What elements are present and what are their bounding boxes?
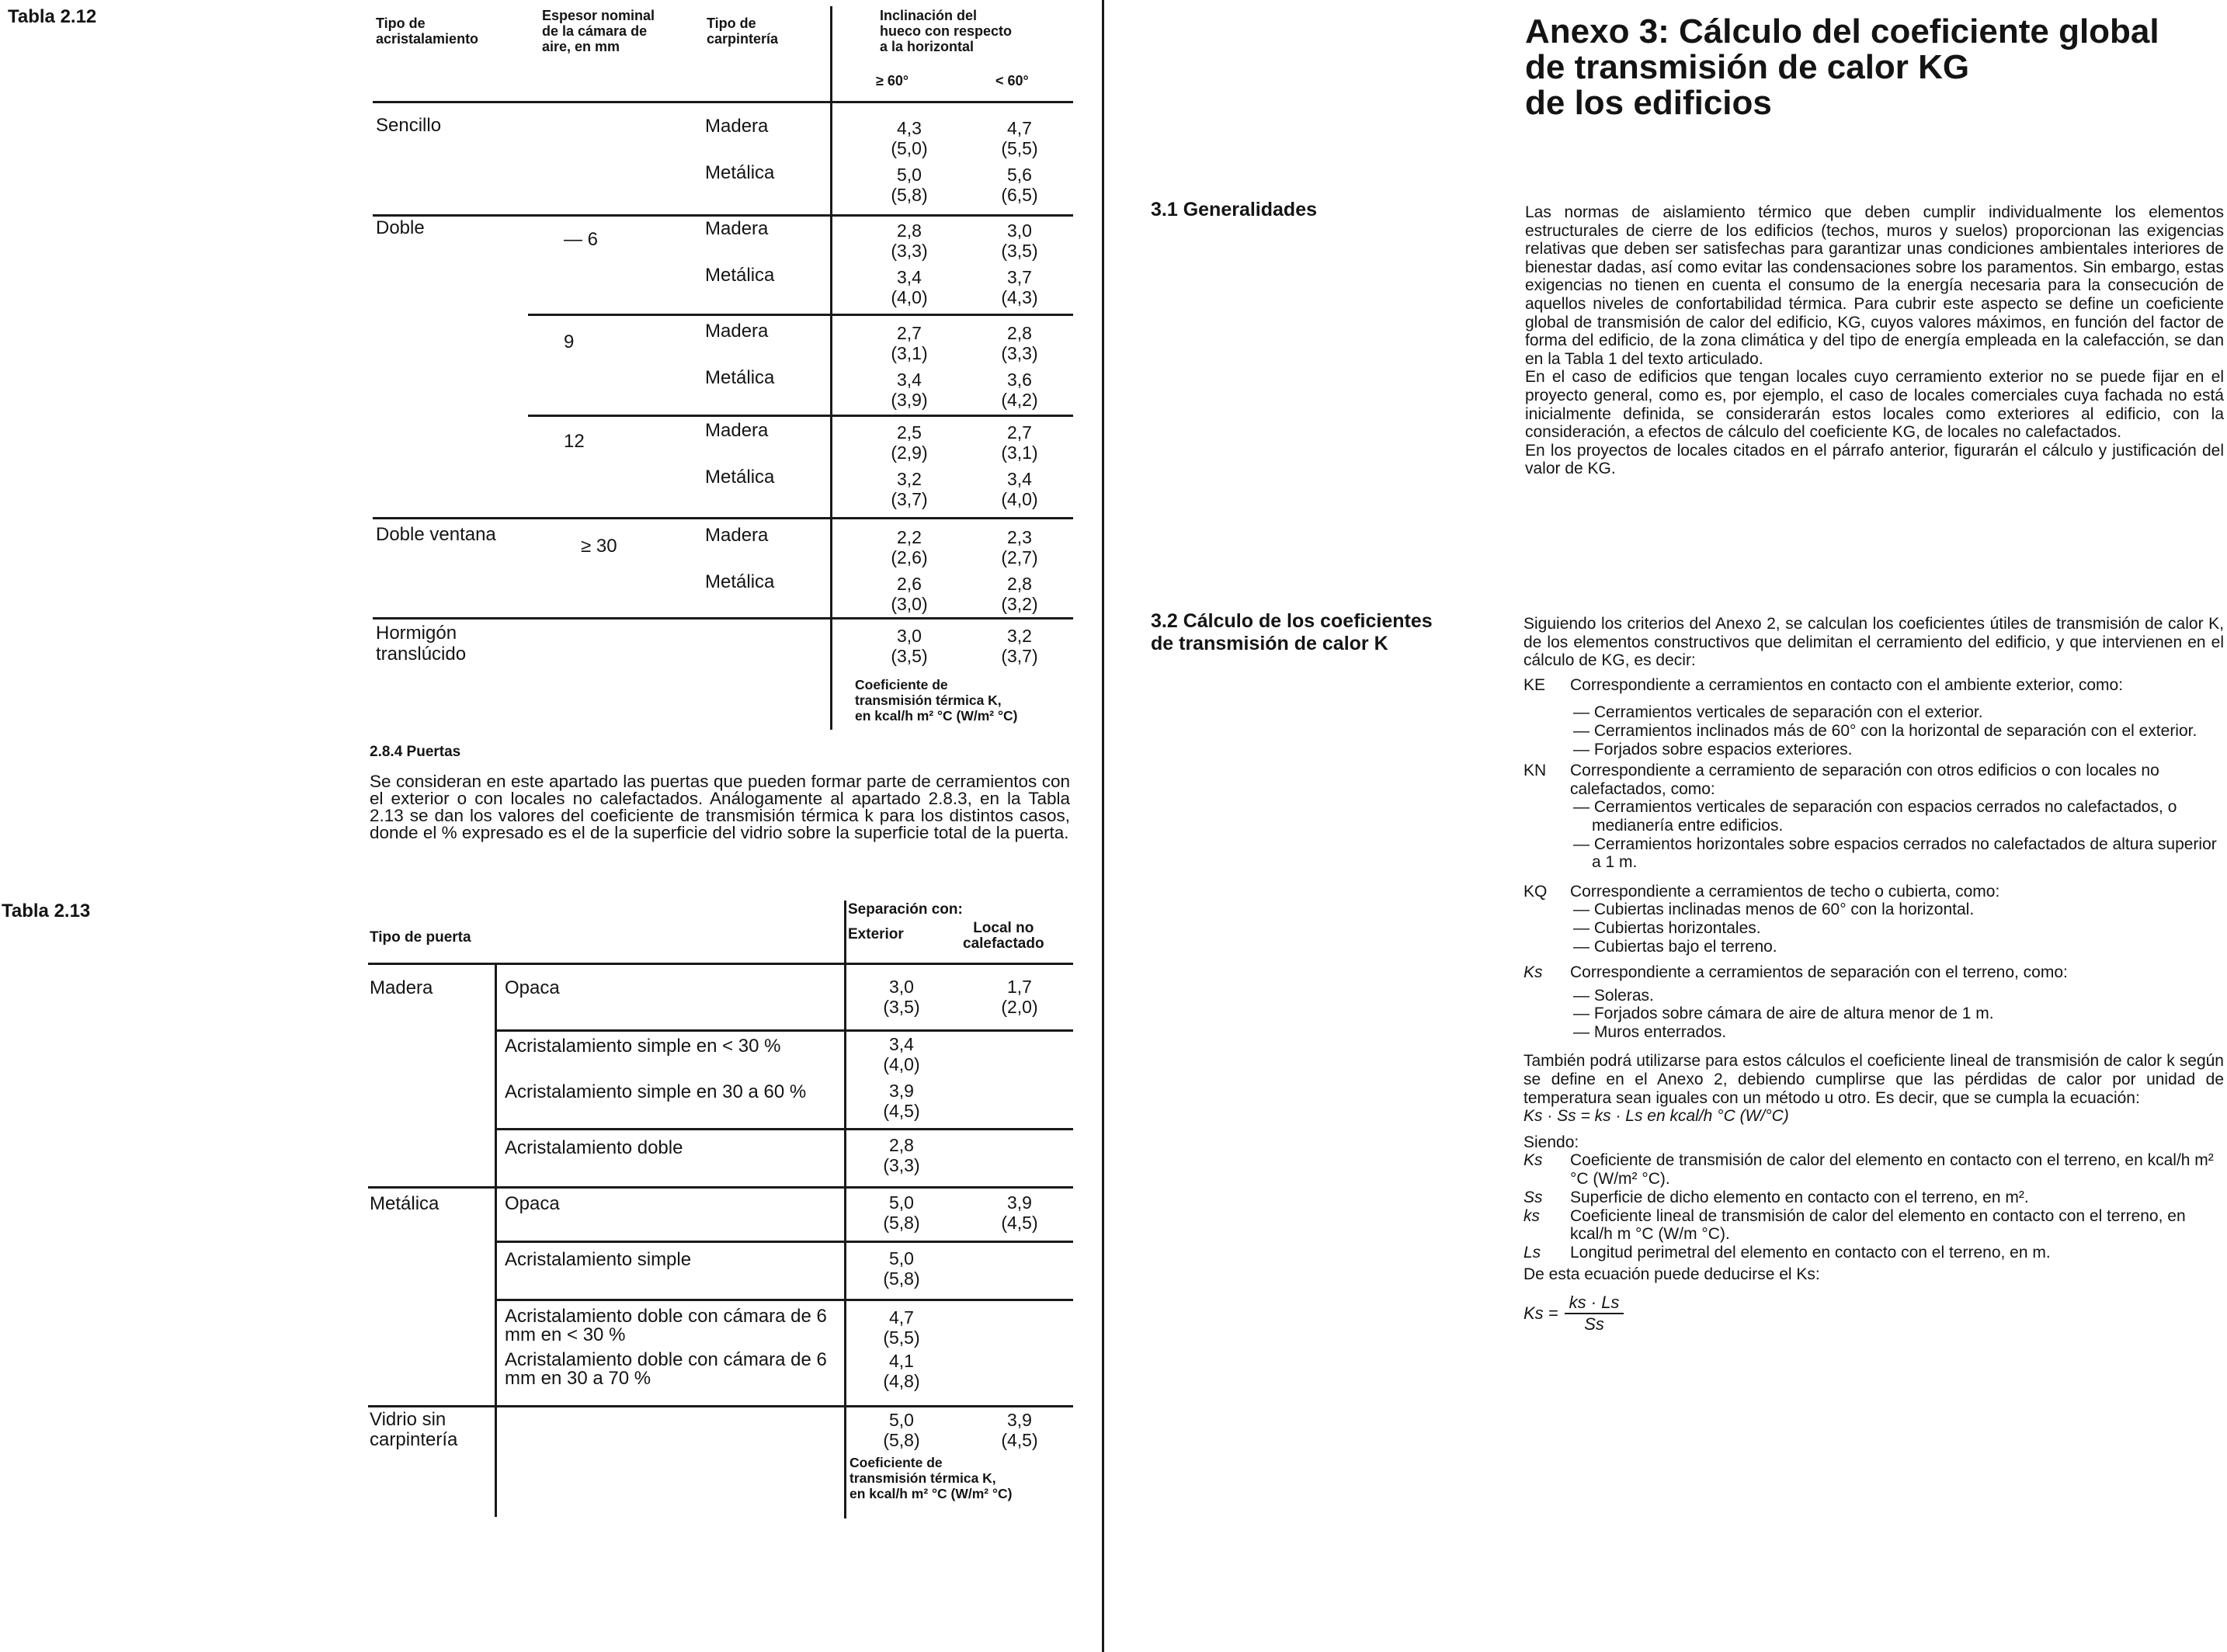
value-lt60: 3,7 <box>1007 267 1032 287</box>
list-item: — Muros enterrados. <box>1573 1022 1727 1041</box>
k-body <box>1570 883 2224 956</box>
value-ge60: 2,5 <box>897 422 922 442</box>
frame-type: Metálica <box>705 265 775 286</box>
frame-type: Madera <box>705 218 769 239</box>
definitions-list <box>1523 1151 2224 1262</box>
value-exterior-si: (4,5) <box>883 1101 920 1121</box>
rule <box>497 1029 1073 1032</box>
section-3-1-body <box>1525 203 2224 478</box>
value-lt60: 4,7 <box>1007 118 1032 138</box>
value-lt60-si: (3,5) <box>1001 241 1038 261</box>
formula-numerator: ks · Ls <box>1565 1293 1624 1314</box>
k-list <box>1570 703 2224 758</box>
frame-type: Metálica <box>705 162 775 183</box>
value-exterior: 3,4 <box>889 1034 914 1054</box>
definition-item <box>1523 1189 2224 1207</box>
value-lt60-si: (2,7) <box>1001 547 1038 567</box>
value-lt60: 2,8 <box>1007 323 1032 343</box>
section-3-2-title: 3.2 Cálculo de los coeficientes de transmisión de calor K <box>1151 610 1433 654</box>
k-text: Correspondiente a cerramiento de separación con otros edificios o con locales no calefactados, como: <box>1570 762 2159 798</box>
definition-item <box>1523 1207 2224 1244</box>
value-ge60-si: (3,9) <box>891 390 928 410</box>
value-ge60-si: (3,0) <box>891 594 928 614</box>
value-lt60: 3,6 <box>1007 370 1032 390</box>
value-ge60: 3,0 <box>897 626 922 646</box>
value-ge60: 5,0 <box>897 165 922 185</box>
k-definition <box>1523 762 2224 872</box>
rule <box>497 1128 1073 1130</box>
value-lt60-si: (3,7) <box>1001 646 1038 666</box>
value-local-si: (4,5) <box>1001 1430 1038 1450</box>
k-list <box>1570 798 2224 871</box>
table-2-13-divider <box>844 901 846 1518</box>
k-body <box>1570 762 2224 872</box>
header-local-no-calefactado: Local no calefactado <box>963 920 1044 952</box>
k-symbol: KQ <box>1523 882 1548 901</box>
value-lt60-si: (3,1) <box>1001 442 1038 463</box>
door-type-madera: Madera <box>370 977 433 998</box>
air-gap-thickness: ≥ 30 <box>581 536 617 557</box>
table-2-12-caption: Coeficiente de transmisión térmica K, en kcal/h m² °C (W/m² °C) <box>855 677 1018 724</box>
value-ge60-si: (5,0) <box>891 138 928 158</box>
fraction <box>1565 1293 1624 1334</box>
value-local: 3,9 <box>1007 1410 1032 1430</box>
value-lt60-si: (4,3) <box>1001 287 1038 307</box>
frame-type: Madera <box>705 321 769 342</box>
deduce-text: De esta ecuación puede deducirse el Ks: <box>1523 1265 1820 1283</box>
k-text: Correspondiente a cerramientos en contacto con el ambiente exterior, como: <box>1570 675 2124 694</box>
k-symbol: KE <box>1523 675 1546 694</box>
glazing-type: Sencillo <box>376 115 442 136</box>
value-local: 3,9 <box>1007 1192 1032 1213</box>
header-separacion: Separación con: <box>848 901 963 918</box>
door-desc: Acristalamiento simple en < 30 % <box>505 1036 781 1057</box>
value-ge60-si: (3,5) <box>891 646 928 666</box>
value-lt60: 2,8 <box>1007 574 1032 594</box>
value-exterior-si: (5,8) <box>883 1430 920 1450</box>
value-ge60-si: (5,8) <box>891 185 928 205</box>
paragraph: Las normas de aislamiento térmico que deben cumplir individualmente los elementos estructurales de cierre de los edificios (techos, muros y suelos) proporcionan las exigencias relativas que deben ser satisfechas para garantizar unas condiciones ambientales interiores de bienestar dadas, así como evitar las condensaciones sobre los paramentos. Sin embargo, estas exigencias no tienen en cuenta el consumo de la energía necesaria para la consecución de aquellos niveles de confortabilidad térmica. Para cubrir este aspecto se define un coeficiente global de transmisión de calor del edificio, KG, cuyos valores máximos, en función del factor de forma del edificio, de la zona climática y del tipo de energía empleada en la calefacción, se dan en la Tabla 1 del texto articulado. <box>1525 203 2224 368</box>
anexo-3-title: Anexo 3: Cálculo del coeficiente global de transmisión de calor KG de los edificios <box>1525 12 2159 122</box>
k-symbol: Ks <box>1523 963 1543 982</box>
value-lt60-si: (3,2) <box>1001 594 1038 614</box>
value-lt60: 3,0 <box>1007 220 1032 241</box>
value-exterior: 5,0 <box>889 1410 914 1430</box>
value-exterior-si: (4,8) <box>883 1371 920 1391</box>
value-ge60: 2,6 <box>897 574 922 594</box>
rule <box>373 214 1073 217</box>
value-lt60: 3,2 <box>1007 626 1032 646</box>
value-ge60-si: (3,7) <box>891 489 928 509</box>
value-ge60: 3,4 <box>897 267 922 287</box>
frame-type: Metálica <box>705 467 775 488</box>
value-exterior: 4,1 <box>889 1351 914 1371</box>
value-lt60-si: (5,5) <box>1001 138 1038 158</box>
value-exterior: 3,0 <box>889 977 914 997</box>
value-lt60: 3,4 <box>1007 469 1032 489</box>
siendo-label: Siendo: <box>1523 1133 1579 1151</box>
glazing-type: Hormigón translúcido <box>376 623 467 665</box>
door-desc: Opaca <box>505 1193 560 1214</box>
k-body <box>1570 676 2224 758</box>
formula <box>1523 1293 2224 1334</box>
value-local-si: (4,5) <box>1001 1213 1038 1233</box>
air-gap-thickness: 9 <box>564 331 575 352</box>
value-lt60-si: (4,0) <box>1001 489 1038 509</box>
frame-type: Metálica <box>705 571 775 592</box>
definition-symbol: Ls <box>1523 1243 1541 1262</box>
door-desc: Acristalamiento doble con cámara de 6 mm en < 30 % <box>505 1306 827 1345</box>
door-desc: Acristalamiento doble <box>505 1137 683 1158</box>
value-lt60-si: (6,5) <box>1001 185 1038 205</box>
formula-denominator: Ss <box>1584 1314 1604 1334</box>
definition-text: Superficie de dicho elemento en contacto con el terreno, en m². <box>1570 1188 2029 1206</box>
value-local-si: (2,0) <box>1001 997 1038 1017</box>
header-exterior: Exterior <box>848 926 904 942</box>
list-item: — Forjados sobre espacios exteriores. <box>1573 740 1853 758</box>
glazing-type: Doble ventana <box>376 524 496 545</box>
paragraph: En los proyectos de locales citados en el párrafo anterior, figurarán el cálculo y justificación del valor de KG. <box>1525 441 2224 478</box>
definition-item <box>1523 1244 2224 1262</box>
value-ge60: 2,7 <box>897 323 922 343</box>
section-2-8-4-text: Se consideran en este apartado las puertas que pueden formar parte de cerramientos con el exterior o con locales no calefactados. Análogamente al apartado 2.8.3, en la Tabla 2.13 se dan los valores del coeficiente de transmisión térmica k para los distintos casos, donde el % expresado es el de la superficie del vidrio sobre la superficie total de la puerta. <box>370 772 1070 842</box>
value-exterior: 5,0 <box>889 1248 914 1268</box>
k-definition <box>1523 676 2224 758</box>
value-ge60-si: (3,1) <box>891 343 928 363</box>
list-item: — Cubiertas bajo el terreno. <box>1573 937 1777 956</box>
header-espesor: Espesor nominal de la cámara de aire, en mm <box>542 8 655 54</box>
rule <box>528 415 1073 417</box>
value-exterior-si: (4,0) <box>883 1054 920 1074</box>
door-type-metalica: Metálica <box>370 1193 439 1214</box>
value-exterior-si: (5,8) <box>883 1213 920 1233</box>
value-lt60: 2,7 <box>1007 422 1032 442</box>
k-list <box>1570 987 2224 1042</box>
door-desc: Acristalamiento doble con cámara de 6 mm en 30 a 70 % <box>505 1349 827 1389</box>
value-ge60: 4,3 <box>897 118 922 138</box>
door-type-vidrio: Vidrio sin carpintería <box>370 1409 458 1450</box>
value-ge60-si: (4,0) <box>891 287 928 307</box>
list-item: — Cerramientos horizontales sobre espacios cerrados no calefactados de altura superior a 1 m. <box>1573 835 2217 872</box>
definition-symbol: Ks <box>1523 1151 1543 1170</box>
list-item: — Cubiertas horizontales. <box>1573 918 1761 937</box>
tabla-2-12-label: Tabla 2.12 <box>8 6 97 27</box>
value-exterior-si: (3,5) <box>883 997 920 1017</box>
value-lt60-si: (4,2) <box>1001 390 1038 410</box>
value-ge60-si: (2,9) <box>891 442 928 463</box>
rule <box>528 314 1073 316</box>
table-2-12-divider <box>830 6 832 730</box>
definition-symbol: Ss <box>1523 1188 1543 1206</box>
section-3-2-body <box>1523 615 2224 1334</box>
value-exterior-si: (3,3) <box>883 1155 920 1175</box>
rule <box>368 963 1073 965</box>
definition-item <box>1523 1151 2224 1188</box>
header-tipo-puerta: Tipo de puerta <box>370 929 471 946</box>
k-symbol: KN <box>1523 762 1547 780</box>
frame-type: Madera <box>705 525 769 546</box>
list-item: — Cubiertas inclinadas menos de 60° con la horizontal. <box>1573 901 1975 919</box>
door-desc: Acristalamiento simple en 30 a 60 % <box>505 1081 807 1102</box>
value-exterior: 5,0 <box>889 1192 914 1213</box>
header-carpinteria: Tipo de carpintería <box>707 16 779 47</box>
header-tipo-acristalamiento: Tipo de acristalamiento <box>376 16 479 47</box>
section-2-8-4-title: 2.8.4 Puertas <box>370 744 461 760</box>
rule <box>373 517 1073 519</box>
value-exterior: 4,7 <box>889 1307 914 1328</box>
page-gutter <box>1102 0 1104 1652</box>
paragraph: Siguiendo los criterios del Anexo 2, se calculan los coeficientes útiles de transmisión de calor K, de los elementos constructivos que delimitan el cerramiento del edificio, y que intervienen en el cálculo de KG, es decir: <box>1523 615 2224 670</box>
list-item: — Soleras. <box>1573 986 1654 1005</box>
k-body <box>1570 963 2224 1041</box>
door-desc: Acristalamiento simple <box>505 1249 692 1270</box>
header-lt60: < 60° <box>995 73 1029 88</box>
k-text: Correspondiente a cerramientos de separación con el terreno, como: <box>1570 963 2068 982</box>
value-local: 1,7 <box>1007 977 1032 997</box>
rule <box>497 1299 1073 1301</box>
list-item: — Cerramientos inclinados más de 60° con la horizontal de separación con el exterior. <box>1573 721 2197 740</box>
air-gap-thickness: 12 <box>564 431 585 452</box>
value-exterior: 3,9 <box>889 1081 914 1101</box>
frame-type: Madera <box>705 420 769 441</box>
header-ge60: ≥ 60° <box>876 73 909 88</box>
value-ge60: 3,2 <box>897 469 922 489</box>
value-exterior-si: (5,8) <box>883 1268 920 1289</box>
value-exterior-si: (5,5) <box>883 1328 920 1348</box>
value-ge60: 3,4 <box>897 370 922 390</box>
section-3-1-title: 3.1 Generalidades <box>1151 199 1318 220</box>
rule <box>368 1405 1073 1407</box>
equation: Ks · Ss = ks · Ls en kcal/h °C (W/°C) <box>1523 1107 1789 1126</box>
value-lt60: 2,3 <box>1007 527 1032 547</box>
rule <box>497 1241 1073 1243</box>
table-2-13-caption: Coeficiente de transmisión térmica K, en kcal/h m² °C (W/m² °C) <box>849 1455 1013 1501</box>
value-ge60: 2,2 <box>897 527 922 547</box>
value-exterior: 2,8 <box>889 1135 914 1155</box>
k-definition <box>1523 963 2224 1041</box>
tabla-2-13-label: Tabla 2.13 <box>2 901 91 921</box>
value-ge60: 2,8 <box>897 220 922 241</box>
value-ge60-si: (3,3) <box>891 241 928 261</box>
glazing-type: Doble <box>376 217 425 238</box>
k-list <box>1570 901 2224 956</box>
header-inclinacion: Inclinación del hueco con respecto a la horizontal <box>880 8 1013 54</box>
frame-type: Madera <box>705 116 769 137</box>
list-item: — Cerramientos verticales de separación con el exterior. <box>1573 703 1983 722</box>
paragraph: En el caso de edificios que tengan locales cuyo cerramiento exterior no se puede fijar en el proyecto general, como es, por ejemplo, el caso de locales comerciales cuya fachada no está inicialmente definida, se considerarán estos locales como exteriores al edificio, con la consideración, a efectos de cálculo del coeficiente KG, de locales no calefactados. <box>1525 368 2224 442</box>
paragraph: También podrá utilizarse para estos cálculos el coeficiente lineal de transmisión de calor k según se define en el Anexo 2, debiendo cumplirse que las pérdidas de calor por unidad de temperatura sean iguales con un método u otro. Es decir, que se cumpla la ecuación: <box>1523 1052 2224 1107</box>
list-item: — Forjados sobre cámara de aire de altura menor de 1 m. <box>1573 1005 1994 1023</box>
frame-type: Metálica <box>705 367 775 388</box>
k-definition <box>1523 883 2224 956</box>
air-gap-thickness: — 6 <box>564 229 599 250</box>
definition-text: Coeficiente de transmisión de calor del elemento en contacto con el terreno, en kcal/h m² °C (W/m² °C). <box>1570 1151 2214 1189</box>
rule <box>368 1186 1073 1189</box>
list-item: — Cerramientos verticales de separación con espacios cerrados no calefactados, o medianería entre edificios. <box>1573 798 2177 835</box>
formula-lhs: Ks = <box>1523 1303 1558 1324</box>
value-lt60: 5,6 <box>1007 165 1032 185</box>
door-desc: Opaca <box>505 977 560 998</box>
rule <box>373 617 1073 620</box>
definition-symbol: ks <box>1523 1206 1540 1225</box>
definition-text: Coeficiente lineal de transmisión de calor del elemento en contacto con el terreno, en kcal/h m °C (W/m °C). <box>1570 1206 2186 1244</box>
value-lt60-si: (3,3) <box>1001 343 1038 363</box>
value-ge60-si: (2,6) <box>891 547 928 567</box>
rule <box>373 101 1073 103</box>
k-text: Correspondiente a cerramientos de techo o cubierta, como: <box>1570 882 2000 901</box>
definition-text: Longitud perimetral del elemento en contacto con el terreno, en m. <box>1570 1243 2051 1262</box>
